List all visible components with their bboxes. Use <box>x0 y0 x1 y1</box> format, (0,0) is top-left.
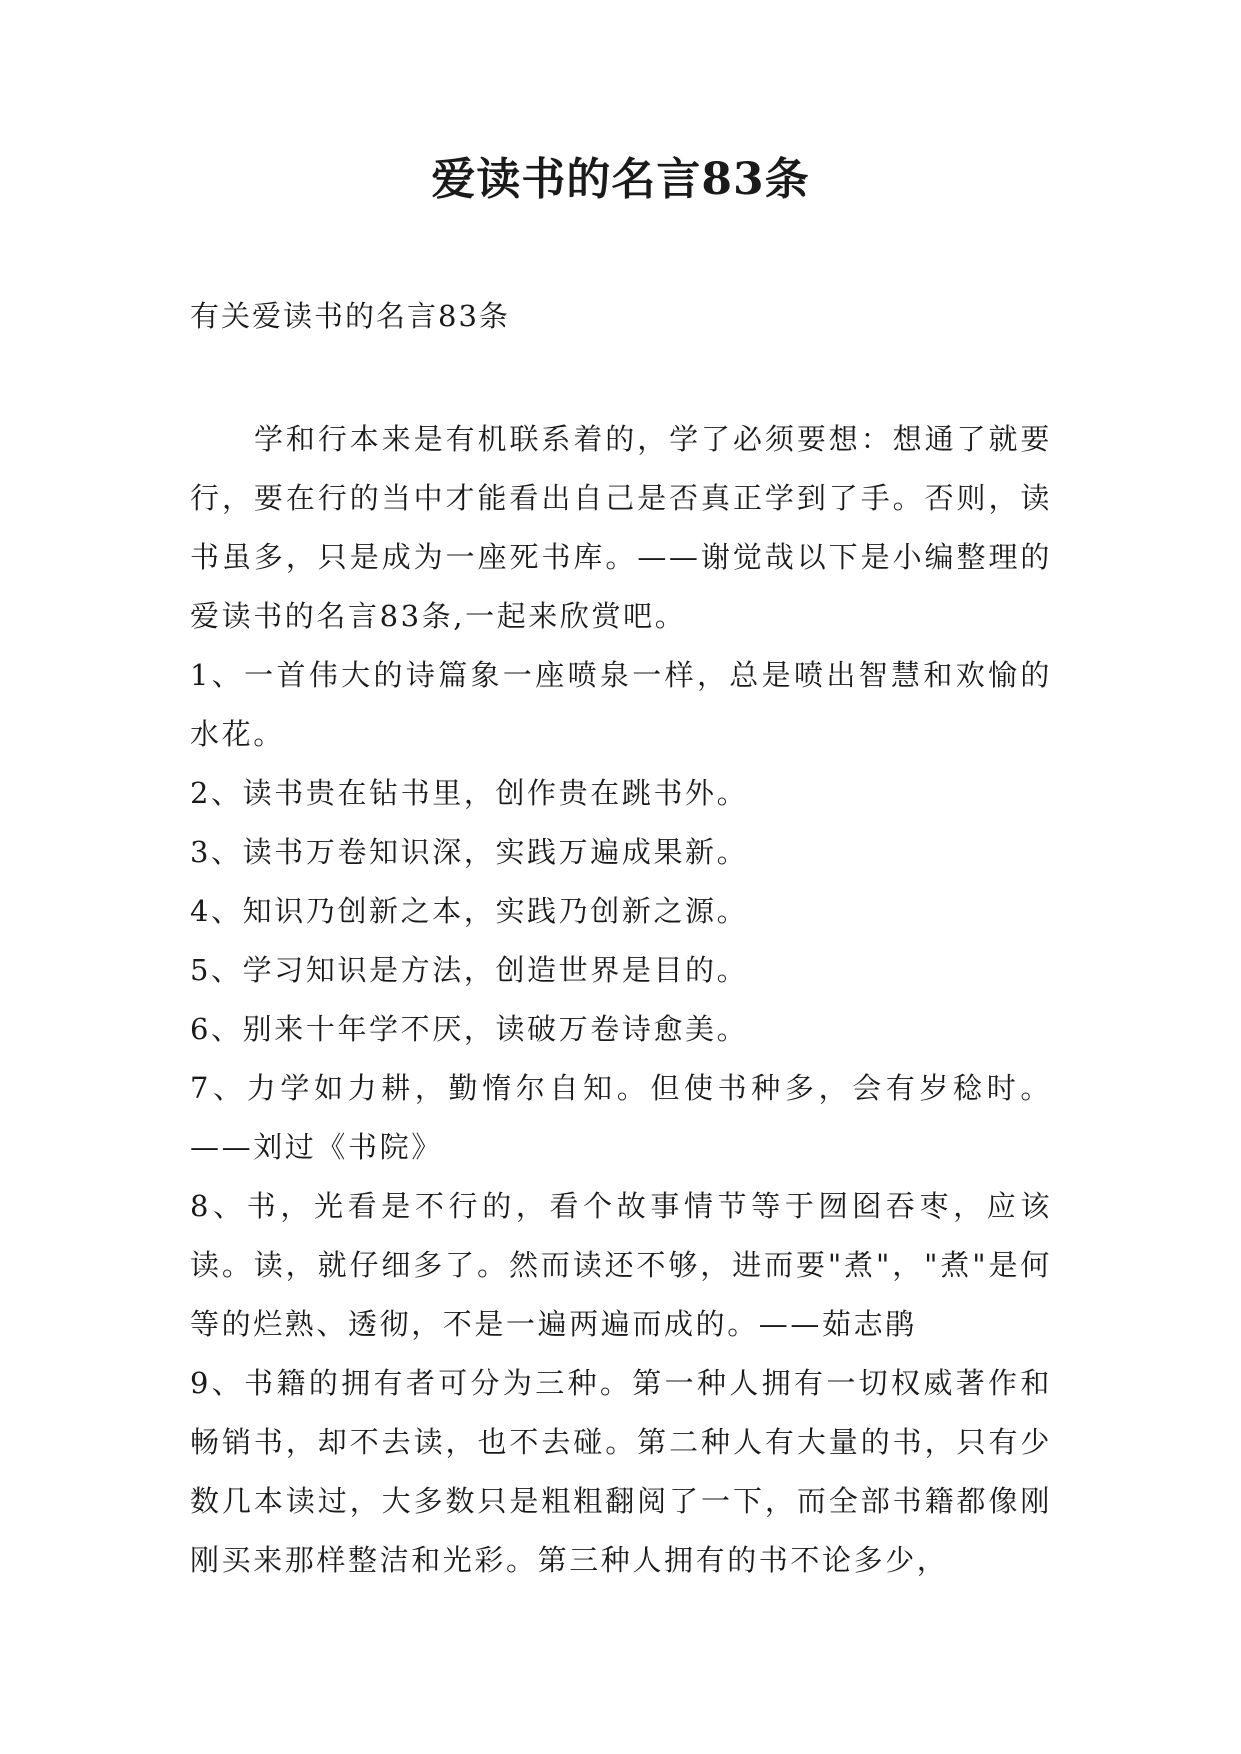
quote-item: 8、书，光看是不行的，看个故事情节等于囫囵吞枣，应该读。读，就仔细多了。然而读还不够，进而要"煮"，"煮"是何等的烂熟、透彻，不是一遍两遍而成的。——茹志鹃 <box>190 1189 1052 1341</box>
quote-item: 2、读书贵在钻书里，创作贵在跳书外。 <box>190 776 749 810</box>
page-subtitle: 有关爱读书的名言83条 <box>190 299 510 333</box>
quote-item: 5、学习知识是方法，创造世界是目的。 <box>190 953 749 987</box>
intro-paragraph: 学和行本来是有机联系着的，学了必须要想：想通了就要行，要在行的当中才能看出自己是否真正学到了手。否则，读书虽多，只是成为一座死书库。——谢觉哉以下是小编整理的爱读书的名言83条,一起来欣赏吧。 <box>190 422 1052 633</box>
quote-item: 1、一首伟大的诗篇象一座喷泉一样，总是喷出智慧和欢愉的水花。 <box>190 658 1052 751</box>
quote-item: 7、力学如力耕，勤惰尔自知。但使书种多，会有岁稔时。——刘过《书院》 <box>190 1071 1052 1164</box>
quote-item: 9、书籍的拥有者可分为三种。第一种人拥有一切权威著作和畅销书，却不去读，也不去碰。第二种人有大量的书，只有少数几本读过，大多数只是粗粗翻阅了一下，而全部书籍都像刚刚买来那样整洁和光彩。第三种人拥有的书不论多少， <box>190 1366 1052 1577</box>
page-title: 爱读书的名言83条 <box>431 154 810 205</box>
quote-item: 4、知识乃创新之本，实践乃创新之源。 <box>190 894 749 928</box>
quote-item: 3、读书万卷知识深，实践万遍成果新。 <box>190 835 749 869</box>
document-body <box>190 410 1052 1590</box>
quote-item: 6、别来十年学不厌，读破万卷诗愈美。 <box>190 1012 749 1046</box>
